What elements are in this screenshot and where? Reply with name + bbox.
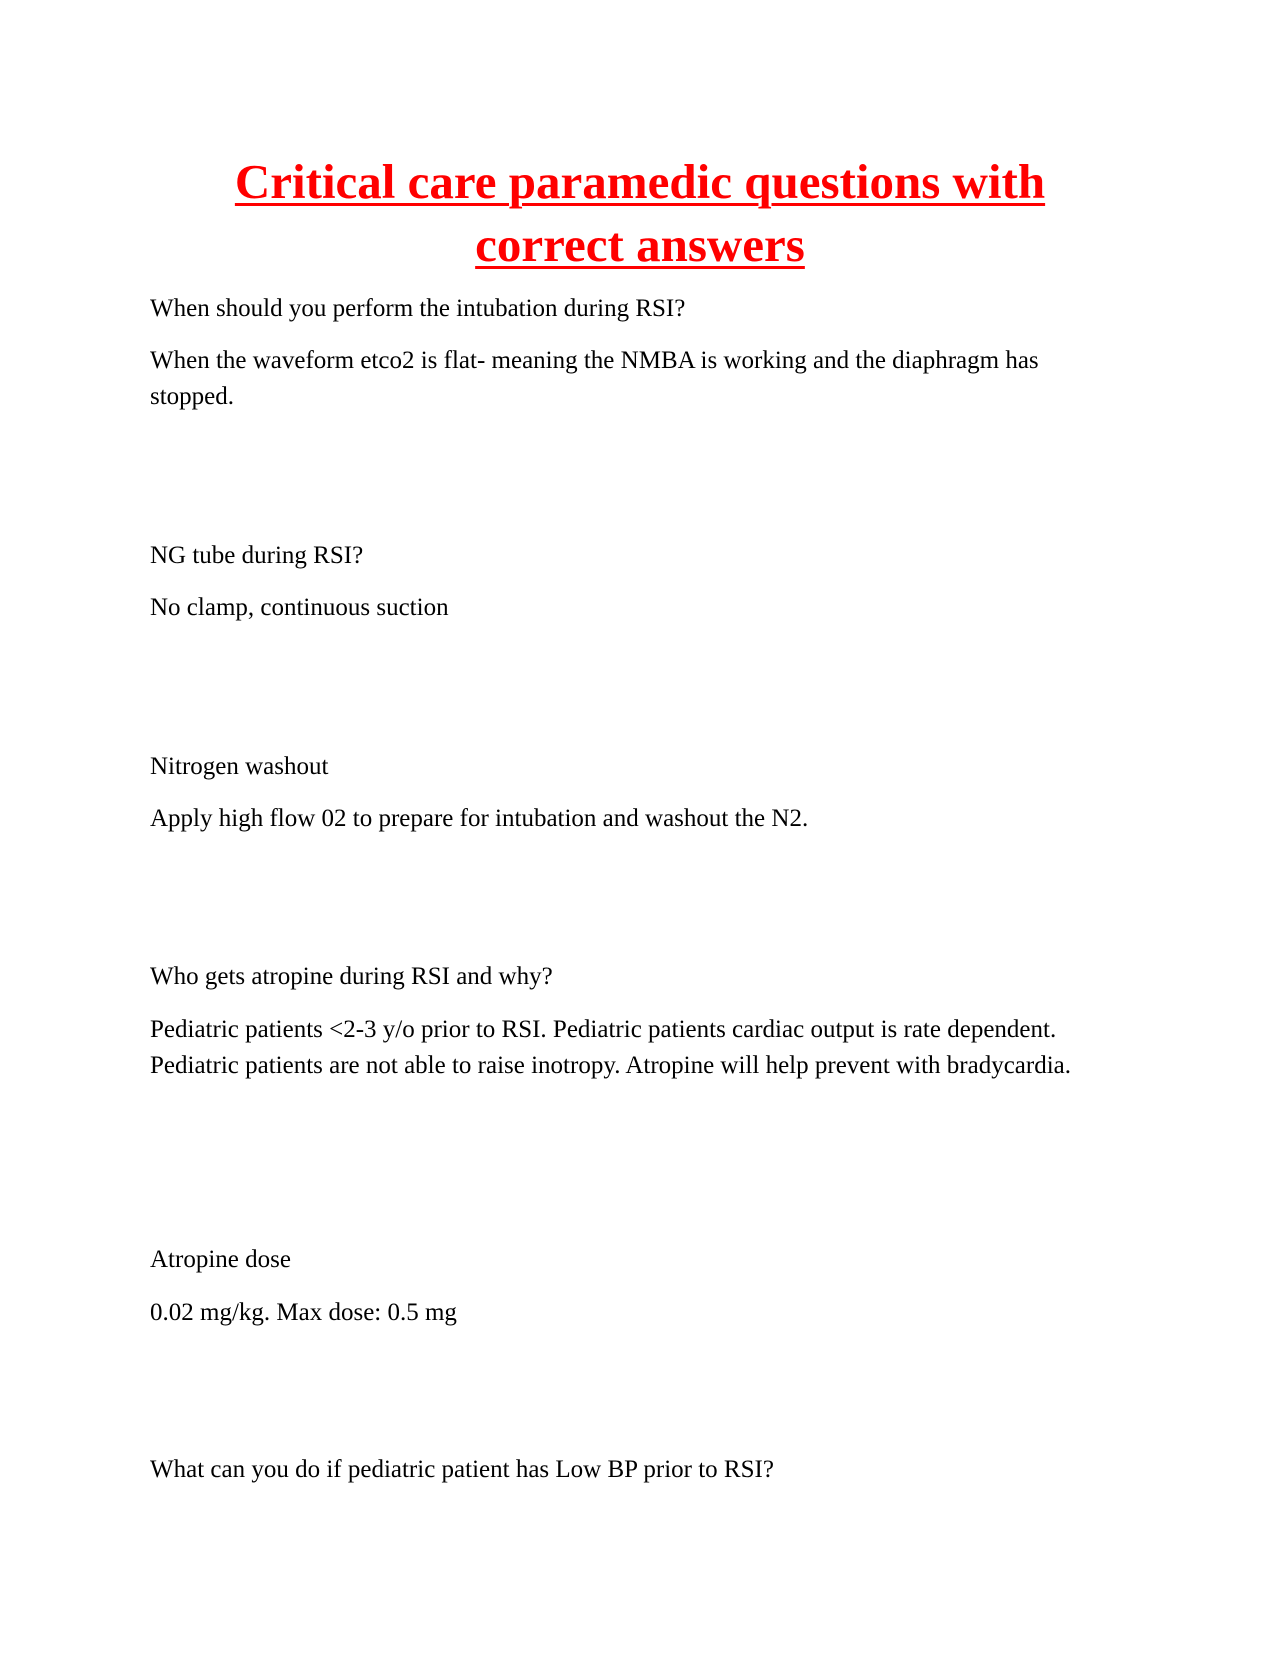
question-6: What can you do if pediatric patient has Low BP prior to RSI? (150, 1456, 774, 1483)
answer-2: No clamp, continuous suction (150, 594, 449, 621)
question-2: NG tube during RSI? (150, 542, 364, 569)
answer-3: Apply high flow 02 to prepare for intubation and washout the N2. (150, 805, 809, 832)
question-4: Who gets atropine during RSI and why? (150, 963, 553, 990)
answer-1: When the waveform etco2 is flat- meaning the NMBA is working and the diaphragm has stopped. (150, 347, 1039, 410)
answer-5: 0.02 mg/kg. Max dose: 0.5 mg (150, 1299, 457, 1326)
question-1: When should you perform the intubation during RSI? (150, 295, 686, 322)
document-title (0, 150, 1280, 276)
question-5: Atropine dose (150, 1246, 291, 1273)
question-3: Nitrogen washout (150, 753, 329, 780)
title-line-1: Critical care paramedic questions with (234, 154, 1046, 209)
title-line-2: correct answers (475, 217, 805, 272)
answer-4: Pediatric patients <2-3 y/o prior to RSI. Pediatric patients cardiac output is rate dependent. Pediatric patients are not able to raise inotropy. Atropine will help prevent with bradycardia. (150, 1016, 1072, 1079)
